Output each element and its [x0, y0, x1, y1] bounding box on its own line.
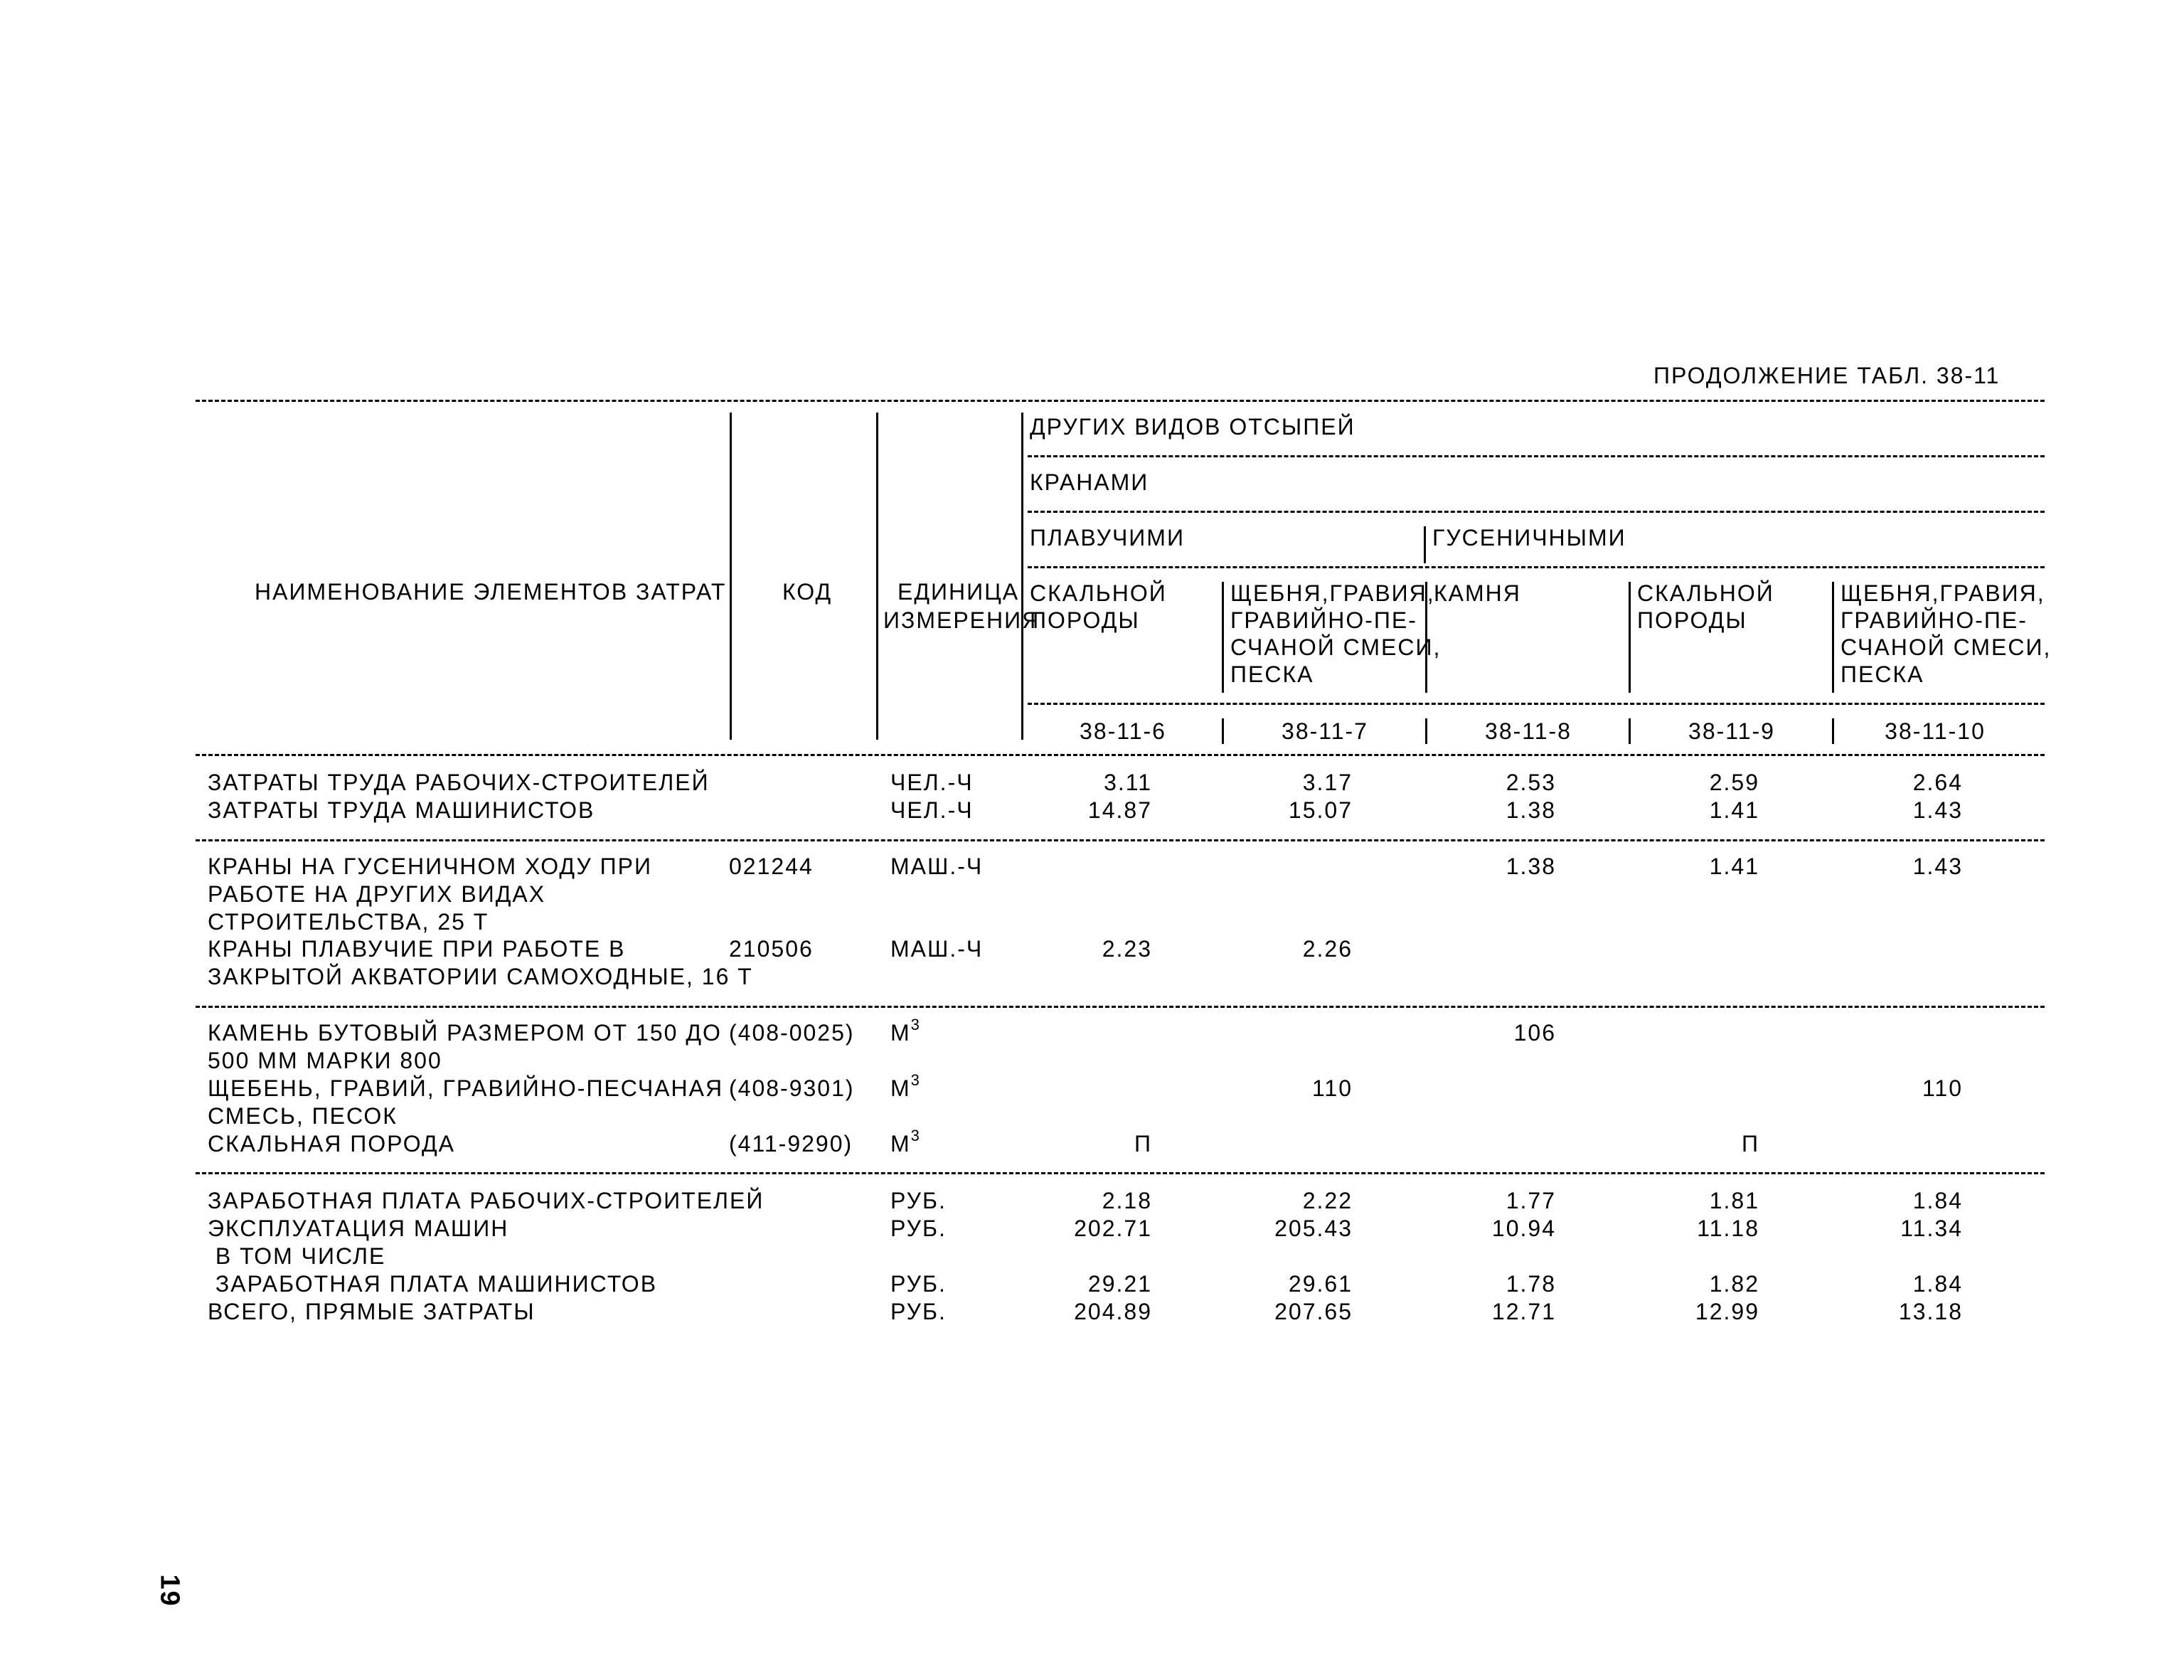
group-rule-2: [1028, 511, 2045, 513]
continuation-label: ПРОДОЛЖЕНИЕ ТАБЛ. 38-11: [1653, 363, 2001, 388]
header-sub-2: ГУСЕНИЧНЫМИ: [1432, 525, 1626, 551]
row-name: ЩЕБЕНЬ, ГРАВИЙ, ГРАВИЙНО-ПЕСЧАНАЯ: [208, 1075, 724, 1101]
col-sep-sub: [1424, 526, 1426, 563]
header-col-e-line: СЧАНОЙ СМЕСИ,: [1841, 634, 2052, 660]
row-name: РАБОТЕ НА ДРУГИХ ВИДАХ: [208, 881, 546, 907]
row-value: 1.43: [1912, 854, 1963, 879]
row-value: 1.43: [1912, 797, 1963, 823]
row-value: 3.11: [1104, 770, 1152, 795]
section-rule-1: [196, 839, 2045, 841]
row-value: 13.18: [1898, 1299, 1963, 1324]
col-sep-cd: [1629, 582, 1631, 693]
row-value: 11.34: [1900, 1216, 1963, 1241]
row-value: 1.38: [1506, 797, 1556, 823]
header-name: НАИМЕНОВАНИЕ ЭЛЕМЕНТОВ ЗАТРАТ: [255, 579, 727, 605]
row-name: ЭКСПЛУАТАЦИЯ МАШИН: [208, 1216, 509, 1241]
header-col-b-line: СЧАНОЙ СМЕСИ,: [1230, 634, 1442, 660]
row-value: 10.94: [1491, 1216, 1556, 1241]
row-value: 29.21: [1087, 1271, 1152, 1297]
header-col-a-line: СКАЛЬНОЙ: [1030, 580, 1167, 606]
row-value: 2.18: [1102, 1188, 1152, 1213]
group-rule-1: [1028, 455, 2045, 457]
row-unit: $М^3$: [890, 1016, 921, 1046]
column-code: 38-11-9: [1688, 718, 1775, 744]
header-unit-1: ЕДИНИЦА: [897, 579, 1020, 605]
section-rule-3: [196, 1172, 2045, 1174]
row-value: 207.65: [1274, 1299, 1353, 1324]
header-col-b-line: ГРАВИЙНО-ПЕ-: [1230, 607, 1417, 633]
header-bottom-rule: [196, 754, 2045, 756]
unit-superscript: 3: [910, 1127, 921, 1144]
row-code: 210506: [729, 936, 814, 962]
row-unit: $М^3$: [890, 1071, 921, 1101]
unit-superscript: 3: [910, 1071, 921, 1089]
row-value: 1.41: [1709, 797, 1759, 823]
header-group-1: ДРУГИХ ВИДОВ ОТСЫПЕЙ: [1030, 414, 1355, 440]
row-value: 1.81: [1709, 1188, 1759, 1213]
row-unit: РУБ.: [890, 1188, 947, 1213]
code-sep-1: [1222, 718, 1224, 744]
row-unit: МАШ.-Ч: [890, 936, 984, 962]
row-value: 11.18: [1697, 1216, 1759, 1241]
header-col-d-line: СКАЛЬНОЙ: [1637, 580, 1774, 606]
row-name: ЗАРАБОТНАЯ ПЛАТА РАБОЧИХ-СТРОИТЕЛЕЙ: [208, 1188, 765, 1213]
row-name: ВСЕГО, ПРЯМЫЕ ЗАТРАТЫ: [208, 1299, 536, 1324]
row-value: 2.23: [1102, 936, 1152, 962]
row-unit: МАШ.-Ч: [890, 854, 984, 879]
header-col-b-line: ПЕСКА: [1230, 661, 1314, 687]
row-value: 106: [1513, 1020, 1556, 1046]
row-value: 110: [1311, 1075, 1353, 1101]
col-sep-ab: [1222, 582, 1224, 693]
header-col-e-line: ГРАВИЙНО-ПЕ-: [1841, 607, 2028, 633]
row-unit: ЧЕЛ.-Ч: [890, 770, 974, 795]
row-value: 1.38: [1506, 854, 1556, 879]
row-value: 205.43: [1274, 1216, 1353, 1241]
row-value: 2.64: [1912, 770, 1963, 795]
code-sep-4: [1832, 718, 1834, 744]
row-name: СКАЛЬНАЯ ПОРОДА: [208, 1131, 455, 1157]
row-value: 110: [1922, 1075, 1963, 1101]
row-value: 12.99: [1695, 1299, 1759, 1324]
code-sep-2: [1425, 718, 1427, 744]
row-name: ЗАРАБОТНАЯ ПЛАТА МАШИНИСТОВ: [208, 1271, 658, 1297]
header-col-a-line: ПОРОДЫ: [1030, 607, 1140, 633]
col-sep-name: [730, 413, 732, 740]
column-code: 38-11-10: [1885, 718, 1986, 744]
row-value: 204.89: [1074, 1299, 1152, 1324]
row-value: П: [1742, 1131, 1759, 1157]
row-unit: $М^3$: [890, 1127, 921, 1157]
column-code: 38-11-8: [1485, 718, 1572, 744]
header-col-d-line: ПОРОДЫ: [1637, 607, 1747, 633]
row-value: 1.78: [1506, 1271, 1556, 1297]
row-value: 1.77: [1506, 1188, 1556, 1213]
row-name: 500 ММ МАРКИ 800: [208, 1047, 442, 1073]
row-value: 202.71: [1074, 1216, 1152, 1241]
header-col-e-line: ПЕСКА: [1841, 661, 1924, 687]
col-sep-unit: [1021, 413, 1023, 740]
row-name: СТРОИТЕЛЬСТВА, 25 Т: [208, 908, 489, 935]
col-sep-de: [1832, 582, 1834, 693]
header-unit-2: ИЗМЕРЕНИЯ: [883, 607, 1040, 633]
row-value: 2.26: [1302, 936, 1353, 962]
row-name: ЗАКРЫТОЙ АКВАТОРИИ САМОХОДНЫЕ, 16 Т: [208, 963, 753, 989]
col-sep-code: [876, 413, 878, 740]
row-name: СМЕСЬ, ПЕСОК: [208, 1102, 398, 1129]
header-col-b-line: ЩЕБНЯ,ГРАВИЯ,: [1230, 580, 1435, 606]
row-unit: ЧЕЛ.-Ч: [890, 797, 974, 823]
row-name: КАМЕНЬ БУТОВЫЙ РАЗМЕРОМ ОТ 150 ДО: [208, 1020, 722, 1046]
row-value: 15.07: [1288, 797, 1353, 823]
table-top-rule: [196, 400, 2045, 402]
row-value: 2.59: [1709, 770, 1759, 795]
row-value: 1.41: [1709, 854, 1759, 879]
row-name: КРАНЫ ПЛАВУЧИЕ ПРИ РАБОТЕ В: [208, 936, 626, 962]
row-value: 1.82: [1709, 1271, 1759, 1297]
header-group-2: КРАНАМИ: [1030, 469, 1149, 495]
header-col-e-line: ЩЕБНЯ,ГРАВИЯ,: [1841, 580, 2045, 606]
group-rule-3: [1028, 566, 2045, 568]
row-code: (411-9290): [729, 1131, 853, 1157]
row-unit: РУБ.: [890, 1271, 947, 1297]
row-value: 2.53: [1506, 770, 1556, 795]
row-value: 14.87: [1087, 797, 1152, 823]
row-name: В ТОМ ЧИСЛЕ: [208, 1243, 386, 1269]
header-code: КОД: [782, 579, 833, 605]
row-code: 021244: [729, 854, 814, 879]
row-unit: РУБ.: [890, 1216, 947, 1241]
page-number: 19: [154, 1574, 185, 1607]
row-value: 12.71: [1491, 1299, 1556, 1324]
row-value: П: [1134, 1131, 1152, 1157]
row-value: 2.22: [1302, 1188, 1353, 1213]
header-col-c-line: КАМНЯ: [1434, 580, 1521, 606]
code-sep-3: [1629, 718, 1631, 744]
row-value: 1.84: [1912, 1271, 1963, 1297]
row-name: ЗАТРАТЫ ТРУДА МАШИНИСТОВ: [208, 797, 595, 823]
row-code: (408-9301): [729, 1075, 855, 1101]
row-unit: РУБ.: [890, 1299, 947, 1324]
row-value: 3.17: [1302, 770, 1353, 795]
column-code: 38-11-6: [1080, 718, 1166, 744]
row-value: 1.84: [1912, 1188, 1963, 1213]
group-rule-4: [1028, 703, 2045, 705]
row-name: КРАНЫ НА ГУСЕНИЧНОМ ХОДУ ПРИ: [208, 854, 653, 879]
row-code: (408-0025): [729, 1020, 855, 1046]
row-value: 29.61: [1288, 1271, 1353, 1297]
row-name: ЗАТРАТЫ ТРУДА РАБОЧИХ-СТРОИТЕЛЕЙ: [208, 770, 710, 795]
unit-superscript: 3: [910, 1016, 921, 1033]
column-code: 38-11-7: [1282, 718, 1368, 744]
section-rule-2: [196, 1006, 2045, 1008]
header-sub-1: ПЛАВУЧИМИ: [1030, 525, 1185, 551]
